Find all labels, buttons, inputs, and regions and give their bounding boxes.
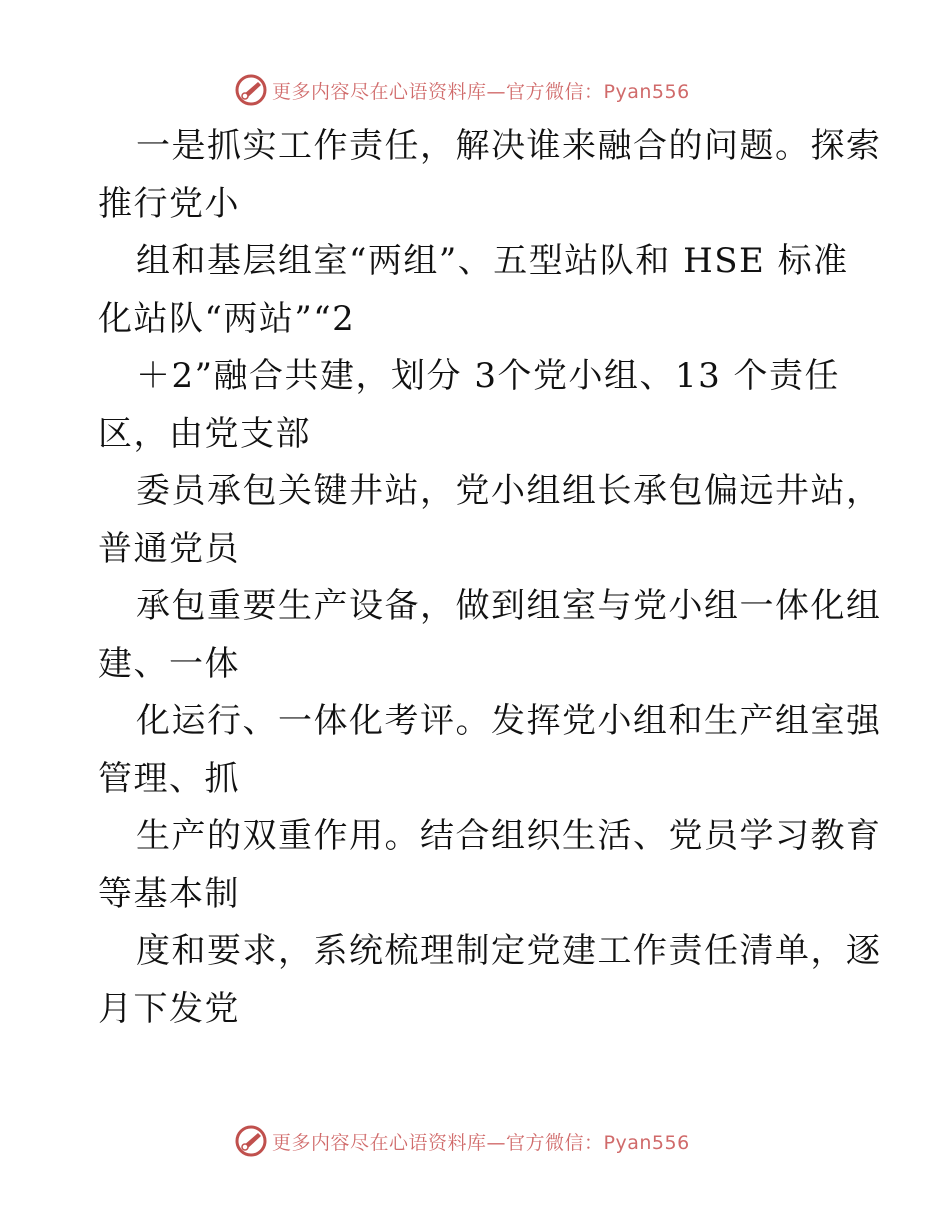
text-line: 承包重要生产设备，做到组室与党小组一体化组	[136, 586, 882, 626]
text-line: 一是抓实工作责任，解决谁来融合的问题。探索	[136, 126, 882, 166]
text-line: 等基本制	[98, 873, 240, 914]
text-line: 委员承包关键井站，党小组组长承包偏远井站，	[136, 471, 882, 511]
text-line: 普通党员	[98, 528, 240, 569]
paragraph	[98, 693, 882, 808]
text-line: 管理、抓	[98, 758, 240, 799]
logo-stamp-icon	[234, 1124, 268, 1158]
paragraph	[98, 118, 882, 233]
text-line: 建、一体	[98, 643, 240, 684]
paragraph	[98, 808, 882, 923]
text-line: 推行党小	[98, 183, 240, 224]
watermark-text: 更多内容尽在心语资料库—官方微信：Pyan556	[272, 1131, 690, 1154]
document-body	[98, 118, 882, 1038]
footer-watermark	[234, 1124, 690, 1158]
paragraph	[98, 463, 882, 578]
paragraph	[98, 923, 882, 1038]
paragraph	[98, 233, 858, 348]
text-line: 区，由党支部	[98, 413, 311, 454]
watermark-text: 更多内容尽在心语资料库—官方微信：Pyan556	[272, 80, 690, 103]
header-watermark	[234, 73, 690, 107]
text-line: 月下发党	[98, 988, 240, 1029]
text-line: 化运行、一体化考评。发挥党小组和生产组室强	[136, 701, 882, 741]
logo-stamp-icon	[234, 73, 268, 107]
text-line: ＋2”融合共建，划分 3个党小组、13 个责任	[136, 356, 841, 396]
paragraph	[98, 578, 882, 693]
paragraph	[98, 348, 858, 463]
text-line: 化站队“两站”“2	[98, 298, 356, 339]
text-line: 度和要求，系统梳理制定党建工作责任清单，逐	[136, 931, 882, 971]
text-line: 组和基层组室“两组”、五型站队和 HSE 标准	[136, 241, 849, 281]
text-line: 生产的双重作用。结合组织生活、党员学习教育	[136, 816, 882, 856]
